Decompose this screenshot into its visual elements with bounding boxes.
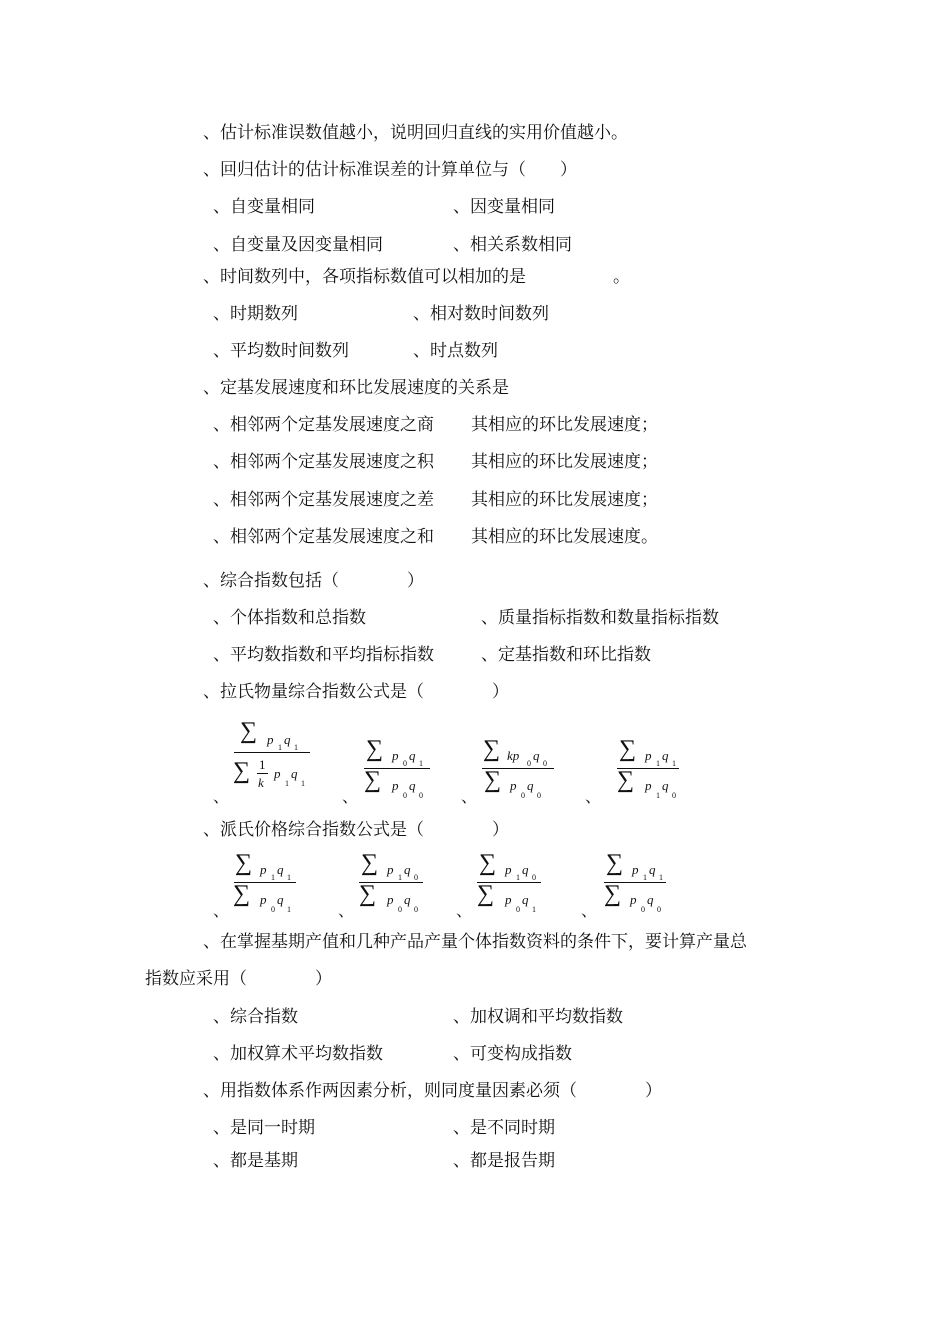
var-p: p xyxy=(267,732,274,747)
option-d-mark: 、 xyxy=(581,901,598,920)
sigma-symbol: ∑ xyxy=(617,767,635,793)
option-b-mark: 、 xyxy=(342,787,359,806)
sub-index: 0 xyxy=(414,905,418,914)
sigma-symbol: ∑ xyxy=(364,767,382,793)
var-q: q xyxy=(522,892,529,907)
sigma-symbol: ∑ xyxy=(479,850,497,876)
var-q: q xyxy=(522,862,529,877)
sub-index: 1 xyxy=(643,873,647,882)
sub-index: 1 xyxy=(516,873,520,882)
var-q: q xyxy=(409,778,416,793)
var-q: q xyxy=(527,778,534,793)
option-b-mark: 、 xyxy=(338,901,355,920)
question-line: 、回归估计的估计标准误差的计算单位与（ ） xyxy=(203,160,577,180)
sigma-symbol: ∑ xyxy=(604,881,622,907)
option-d: 、相邻两个定基发展速度之和 xyxy=(213,527,434,547)
fraction-bar xyxy=(234,752,310,753)
question-line: 、拉氏物量综合指数公式是（ ） xyxy=(203,682,509,702)
sub-index: 0 xyxy=(516,905,520,914)
sub-index: 1 xyxy=(672,759,676,768)
sub-index: 0 xyxy=(521,791,525,800)
sub-index: 0 xyxy=(398,905,402,914)
var-q: q xyxy=(662,778,669,793)
var-p: p xyxy=(630,892,637,907)
sub-index: 1 xyxy=(659,873,663,882)
sigma-symbol: ∑ xyxy=(477,881,495,907)
sub-index: 0 xyxy=(537,791,541,800)
option-c-tail: 其相应的环比发展速度； xyxy=(471,490,658,510)
sigma-symbol: ∑ xyxy=(233,758,251,784)
var-q: q xyxy=(284,732,291,747)
option-a: 、个体指数和总指数 xyxy=(213,608,366,628)
formula-option-a xyxy=(230,715,320,805)
sub-index: 1 xyxy=(278,743,282,752)
sub-index: 1 xyxy=(656,759,660,768)
option-a: 、是同一时期 xyxy=(213,1118,315,1138)
sub-index: 0 xyxy=(403,759,407,768)
var-p: p xyxy=(510,778,517,793)
option-c: 、自变量及因变量相同 xyxy=(213,235,383,255)
sub-index: 1 xyxy=(287,873,291,882)
formula-option-d xyxy=(600,851,680,921)
question-line: 、在掌握基期产值和几种产品产量个体指数资料的条件下，要计算产量总 xyxy=(203,932,747,952)
option-d-mark: 、 xyxy=(585,787,602,806)
var-p: p xyxy=(632,862,639,877)
var-q: q xyxy=(409,748,416,763)
formula-option-c xyxy=(478,735,568,805)
sub-index: 0 xyxy=(532,873,536,882)
option-c: 、平均数指数和平均指标指数 xyxy=(213,645,434,665)
question-line: 、估计标准误数值越小，说明回归直线的实用价值越小。 xyxy=(203,123,628,143)
formula-option-b xyxy=(360,735,440,805)
option-c: 、加权算术平均数指数 xyxy=(213,1044,383,1064)
sub-index: 0 xyxy=(414,873,418,882)
option-c: 、都是基期 xyxy=(213,1151,298,1171)
option-d-tail: 其相应的环比发展速度。 xyxy=(471,527,658,547)
formula-option-d xyxy=(613,735,693,805)
var-q: q xyxy=(404,892,411,907)
sub-index: 1 xyxy=(419,759,423,768)
sub-index: 0 xyxy=(672,791,676,800)
formula-option-a xyxy=(230,851,310,921)
sigma-symbol: ∑ xyxy=(240,718,258,744)
sigma-symbol: ∑ xyxy=(366,736,384,762)
formula-option-c xyxy=(473,851,553,921)
var-p: p xyxy=(260,892,267,907)
sub-index: 1 xyxy=(287,905,291,914)
option-a: 、自变量相同 xyxy=(213,197,315,217)
sigma-symbol: ∑ xyxy=(361,850,379,876)
sub-index: 0 xyxy=(543,759,547,768)
var-q: q xyxy=(662,748,669,763)
var-q: q xyxy=(291,766,298,781)
option-d: 、定基指数和环比指数 xyxy=(481,645,651,665)
question-line-wrap: 指数应采用（ ） xyxy=(145,969,332,989)
option-a-mark: 、 xyxy=(213,901,230,920)
sub-index: 0 xyxy=(657,905,661,914)
sub-index: 0 xyxy=(527,759,531,768)
question-end-mark: 。 xyxy=(613,267,630,287)
sub-index: 1 xyxy=(301,779,305,788)
var-p: p xyxy=(260,862,267,877)
var-p: p xyxy=(387,862,394,877)
question-line: 、定基发展速度和环比发展速度的关系是 xyxy=(203,378,509,398)
option-c: 、平均数时间数列 xyxy=(213,341,349,361)
option-a: 、相邻两个定基发展速度之商 xyxy=(213,415,434,435)
option-a: 、时期数列 xyxy=(213,304,298,324)
sub-index: 1 xyxy=(532,905,536,914)
var-p: p xyxy=(387,892,394,907)
var-q: q xyxy=(277,892,284,907)
sigma-symbol: ∑ xyxy=(483,736,501,762)
var-q: q xyxy=(404,862,411,877)
option-b: 、相邻两个定基发展速度之积 xyxy=(213,452,434,472)
option-d: 、都是报告期 xyxy=(453,1151,555,1171)
var-k: k xyxy=(258,775,264,790)
sigma-symbol: ∑ xyxy=(484,767,502,793)
option-a-tail: 其相应的环比发展速度； xyxy=(471,415,658,435)
sub-index: 1 xyxy=(285,779,289,788)
sigma-symbol: ∑ xyxy=(619,736,637,762)
option-b: 、质量指标指数和数量指标指数 xyxy=(481,608,719,628)
fraction-bar xyxy=(257,773,268,774)
sigma-symbol: ∑ xyxy=(359,881,377,907)
var-p: p xyxy=(505,862,512,877)
option-a: 、综合指数 xyxy=(213,1007,298,1027)
sub-index: 1 xyxy=(294,743,298,752)
var-kp: kp xyxy=(507,748,520,763)
option-b: 、相对数时间数列 xyxy=(413,304,549,324)
var-p: p xyxy=(645,748,652,763)
sub-index: 1 xyxy=(656,791,660,800)
question-line: 、时间数列中，各项指标数值可以相加的是 xyxy=(203,267,526,287)
sigma-symbol: ∑ xyxy=(606,850,624,876)
sub-index: 1 xyxy=(271,873,275,882)
option-c-mark: 、 xyxy=(461,787,478,806)
sub-index: 0 xyxy=(419,791,423,800)
option-a-mark: 、 xyxy=(213,787,230,806)
option-c: 、相邻两个定基发展速度之差 xyxy=(213,490,434,510)
var-p: p xyxy=(505,892,512,907)
var-p: p xyxy=(392,778,399,793)
question-line: 、派氏价格综合指数公式是（ ） xyxy=(203,820,509,840)
formula-option-b xyxy=(355,851,435,921)
var-q: q xyxy=(533,748,540,763)
var-p: p xyxy=(392,748,399,763)
var-q: q xyxy=(649,862,656,877)
question-line: 、综合指数包括（ ） xyxy=(203,571,424,591)
option-d: 、时点数列 xyxy=(413,341,498,361)
option-d: 、可变构成指数 xyxy=(453,1044,572,1064)
sigma-symbol: ∑ xyxy=(233,881,251,907)
option-b: 、是不同时期 xyxy=(453,1118,555,1138)
var-q: q xyxy=(647,892,654,907)
sub-index: 1 xyxy=(398,873,402,882)
sigma-symbol: ∑ xyxy=(235,850,253,876)
option-b-tail: 其相应的环比发展速度； xyxy=(471,452,658,472)
var-p: p xyxy=(645,778,652,793)
sub-index: 0 xyxy=(403,791,407,800)
sub-index: 0 xyxy=(271,905,275,914)
var-p: p xyxy=(274,766,281,781)
var-q: q xyxy=(277,862,284,877)
numeral-one: 1 xyxy=(259,757,266,772)
option-b: 、加权调和平均数指数 xyxy=(453,1007,623,1027)
option-d: 、相关系数相同 xyxy=(453,235,572,255)
question-line: 、用指数体系作两因素分析，则同度量因素必须（ ） xyxy=(203,1081,662,1101)
sub-index: 0 xyxy=(641,905,645,914)
option-c-mark: 、 xyxy=(456,901,473,920)
option-b: 、因变量相同 xyxy=(453,197,555,217)
